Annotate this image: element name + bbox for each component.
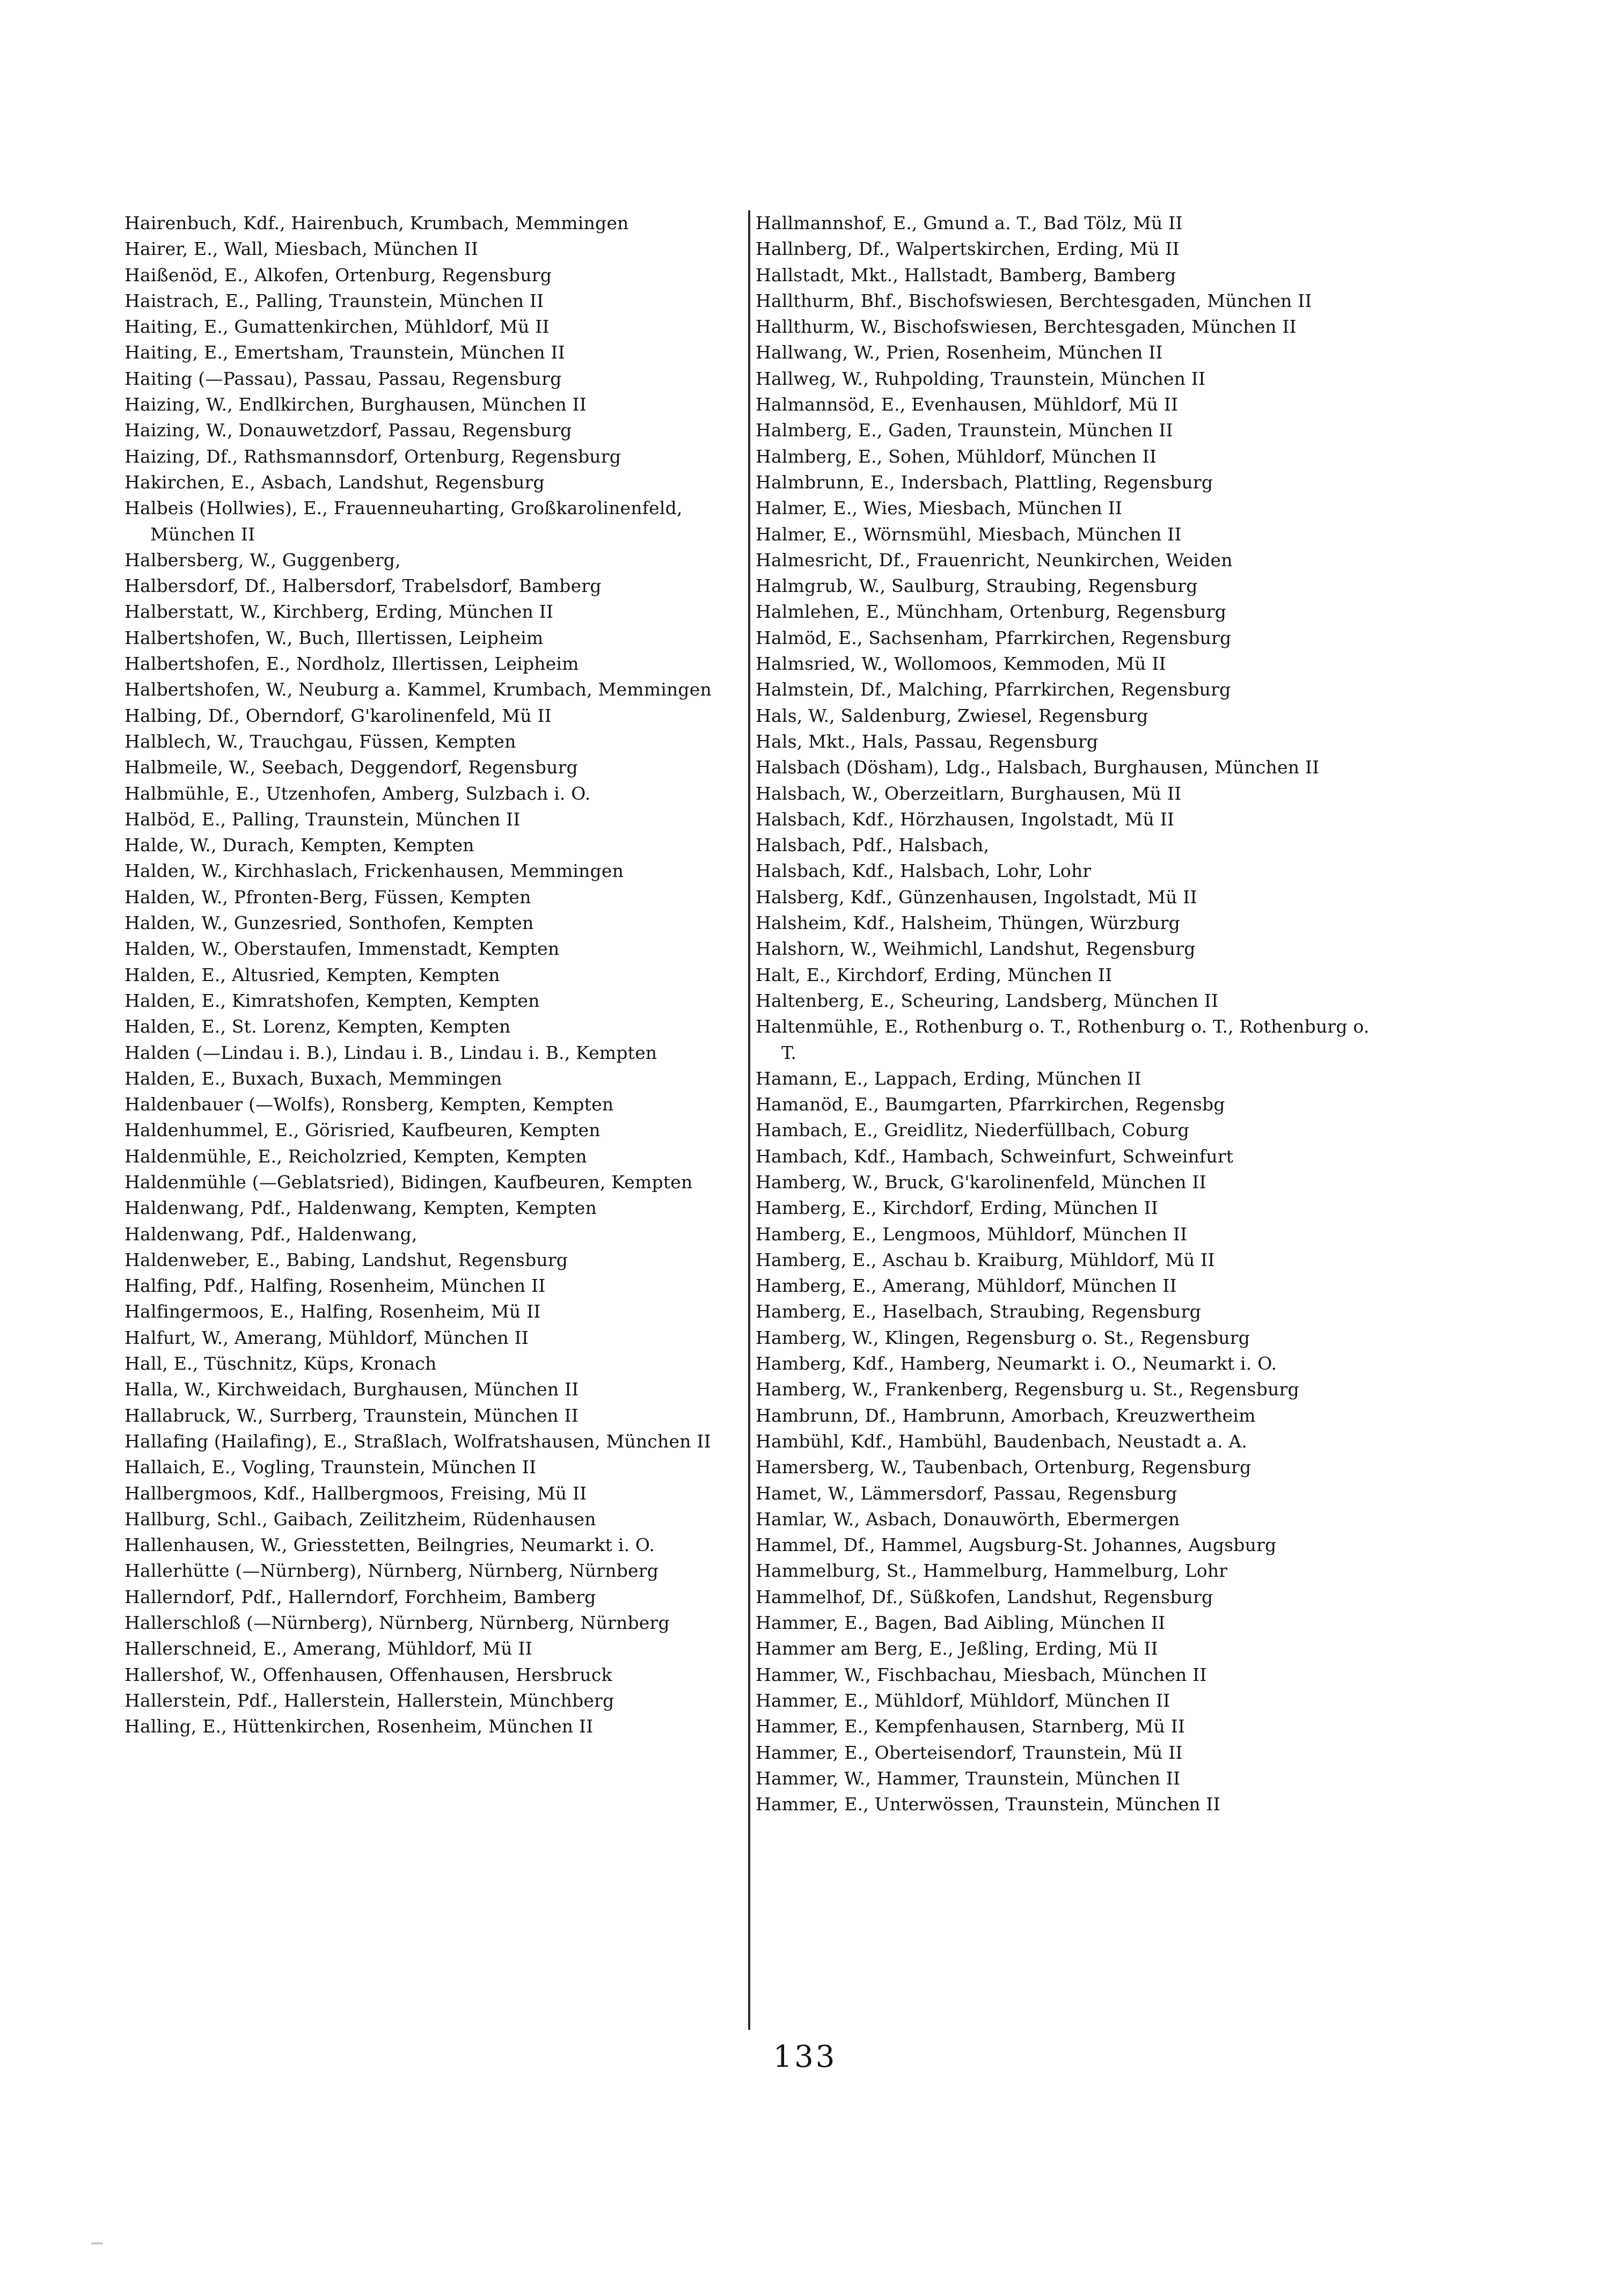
gazetteer-entry: Hallerstein, Pdf., Hallerstein, Hallerstein, Münchberg <box>125 1690 614 1711</box>
gazetteer-entry: Halbertshofen, W., Neuburg a. Kammel, Krumbach, Memmingen <box>125 679 712 700</box>
gazetteer-entry: Hamann, E., Lappach, Erding, München II <box>756 1067 1141 1089</box>
gazetteer-entry: Halbmeile, W., Seebach, Deggendorf, Regensburg <box>125 757 578 778</box>
gazetteer-entry: Hammer, E., Kempfenhausen, Starnberg, Mü II <box>756 1716 1185 1737</box>
gazetteer-entry: Hairer, E., Wall, Miesbach, München II <box>125 238 479 260</box>
gazetteer-entry: Hamberg, E., Lengmoos, Mühldorf, München II <box>756 1223 1188 1245</box>
gazetteer-entry: Halfurt, W., Amerang, Mühldorf, München II <box>125 1327 529 1348</box>
gazetteer-entry: Hals, Mkt., Hals, Passau, Regensburg <box>756 730 1099 752</box>
gazetteer-entry: Halbertshofen, W., Buch, Illertissen, Leipheim <box>125 627 544 648</box>
gazetteer-entry: Hamberg, E., Kirchdorf, Erding, München II <box>756 1197 1159 1219</box>
gazetteer-entry: Halbertshofen, E., Nordholz, Illertissen, Leipheim <box>125 653 579 675</box>
gazetteer-entry: Hallthurm, W., Bischofswiesen, Berchtesgaden, München II <box>756 316 1297 338</box>
gazetteer-entry: Halbersberg, W., Guggenberg, <box>125 549 401 571</box>
gazetteer-entry: Halmesricht, Df., Frauenricht, Neunkirchen, Weiden <box>756 549 1233 571</box>
gazetteer-entry: Haldenbauer (—Wolfs), Ronsberg, Kempten, Kempten <box>125 1094 614 1115</box>
gazetteer-entry: Hallerhütte (—Nürnberg), Nürnberg, Nürnberg, Nürnberg <box>125 1560 659 1582</box>
gazetteer-entry: Halsbach (Dösham), Ldg., Halsbach, Burghausen, München II <box>756 757 1320 778</box>
gazetteer-entry: Hambach, E., Greidlitz, Niederfüllbach, Coburg <box>756 1120 1189 1141</box>
gazetteer-entry: Halden (—Lindau i. B.), Lindau i. B., Lindau i. B., Kempten <box>125 1042 657 1063</box>
gazetteer-entry: Hallmannshof, E., Gmund a. T., Bad Tölz, Mü II <box>756 213 1183 233</box>
gazetteer-entry: Halden, E., Altusried, Kempten, Kempten <box>125 964 500 985</box>
gazetteer-entry: Halden, E., St. Lorenz, Kempten, Kempten <box>125 1016 511 1037</box>
right-column <box>756 210 1378 2024</box>
gazetteer-entry: Haldenmühle, E., Reicholzried, Kempten, Kempten <box>125 1145 587 1167</box>
gazetteer-entry: Hamlar, W., Asbach, Donauwörth, Ebermergen <box>756 1508 1180 1530</box>
gazetteer-entry: Halmer, E., Wörnsmühl, Miesbach, München II <box>756 523 1182 545</box>
gazetteer-entry: Hamanöd, E., Baumgarten, Pfarrkirchen, Regensbg <box>756 1094 1225 1115</box>
gazetteer-entry: Haiting, E., Gumattenkirchen, Mühldorf, Mü II <box>125 316 550 338</box>
gazetteer-entry: Hals, W., Saldenburg, Zwiesel, Regensburg <box>756 705 1148 726</box>
gazetteer-entry: Haizing, Df., Rathsmannsdorf, Ortenburg, Regensburg <box>125 445 621 467</box>
gazetteer-entry: Halmgrub, W., Saulburg, Straubing, Regensburg <box>756 575 1198 597</box>
gazetteer-entry: Halsheim, Kdf., Halsheim, Thüngen, Würzburg <box>756 912 1180 934</box>
gazetteer-entry: Halblech, W., Trauchgau, Füssen, Kempten <box>125 730 516 752</box>
gazetteer-entry: Halsbach, Kdf., Halsbach, Lohr, Lohr <box>756 860 1092 882</box>
gazetteer-entry: Halsbach, Kdf., Hörzhausen, Ingolstadt, Mü II <box>756 808 1175 830</box>
gazetteer-entry: Hallstadt, Mkt., Hallstadt, Bamberg, Bamberg <box>756 264 1176 286</box>
gazetteer-entry: Halberstatt, W., Kirchberg, Erding, München II <box>125 601 554 623</box>
gazetteer-entry: Halmberg, E., Sohen, Mühldorf, München II <box>756 445 1157 467</box>
gazetteer-entry: Haizing, W., Endlkirchen, Burghausen, München II <box>125 394 587 415</box>
gazetteer-entry: Hamet, W., Lämmersdorf, Passau, Regensburg <box>756 1482 1177 1504</box>
gazetteer-entry: Halböd, E., Palling, Traunstein, München II <box>125 808 521 830</box>
gazetteer-entry: Haißenöd, E., Alkofen, Ortenburg, Regensburg <box>125 264 552 286</box>
gazetteer-entry: Hallabruck, W., Surrberg, Traunstein, München II <box>125 1405 579 1426</box>
page-number: 133 <box>773 2039 837 2074</box>
gazetteer-entry: Haiting, E., Emertsham, Traunstein, München II <box>125 342 565 363</box>
gazetteer-entry: Haizing, W., Donauwetzdorf, Passau, Regensburg <box>125 420 572 441</box>
gazetteer-entry: Hallerschloß (—Nürnberg), Nürnberg, Nürnberg, Nürnberg <box>125 1612 670 1634</box>
gazetteer-entry: Hallbergmoos, Kdf., Hallbergmoos, Freising, Mü II <box>125 1482 587 1504</box>
gazetteer-entry: Halbing, Df., Oberndorf, G'karolinenfeld, Mü II <box>125 705 552 726</box>
gazetteer-entry: Hall, E., Tüschnitz, Küps, Kronach <box>125 1353 437 1374</box>
gazetteer-entry: Halsbach, W., Oberzeitlarn, Burghausen, Mü II <box>756 783 1182 804</box>
gazetteer-entry: Hallweg, W., Ruhpolding, Traunstein, München II <box>756 368 1206 389</box>
gazetteer-entry: Halden, W., Kirchhaslach, Frickenhausen, Memmingen <box>125 860 624 882</box>
gazetteer-entry: Haldenwang, Pdf., Haldenwang, <box>125 1223 418 1245</box>
gazetteer-entry: Hammer, E., Bagen, Bad Aibling, München II <box>756 1612 1166 1634</box>
gazetteer-entry: Haldenhummel, E., Görisried, Kaufbeuren, Kempten <box>125 1120 601 1141</box>
gazetteer-entry: Halden, W., Gunzesried, Sonthofen, Kempten <box>125 912 534 934</box>
gazetteer-entry: Halmberg, E., Gaden, Traunstein, München II <box>756 420 1173 441</box>
gazetteer-entry: Hallerndorf, Pdf., Hallerndorf, Forchheim, Bamberg <box>125 1586 596 1607</box>
gazetteer-entry: Hambach, Kdf., Hambach, Schweinfurt, Schweinfurt <box>756 1145 1234 1167</box>
gazetteer-entry: Halmbrunn, E., Indersbach, Plattling, Regensburg <box>756 471 1213 493</box>
gazetteer-entry: Halbeis (Hollwies), E., Frauenneuharting, Großkarolinenfeld, München II <box>125 498 683 545</box>
left-column <box>125 210 743 2024</box>
column-divider <box>748 210 750 2030</box>
gazetteer-entry: Halling, E., Hüttenkirchen, Rosenheim, München II <box>125 1716 594 1737</box>
gazetteer-entry: Hammer, E., Mühldorf, Mühldorf, München II <box>756 1690 1170 1711</box>
gazetteer-entry: Haltenmühle, E., Rothenburg o. T., Rothenburg o. T., Rothenburg o. T. <box>756 1016 1370 1063</box>
gazetteer-entry: Halden, W., Oberstaufen, Immenstadt, Kempten <box>125 938 560 960</box>
gazetteer-entry: Hammelhof, Df., Süßkofen, Landshut, Regensburg <box>756 1586 1213 1607</box>
gazetteer-entry: Halden, W., Pfronten-Berg, Füssen, Kempten <box>125 886 531 908</box>
gazetteer-entry: Halmannsöd, E., Evenhausen, Mühldorf, Mü II <box>756 394 1179 415</box>
gazetteer-entry: Hambühl, Kdf., Hambühl, Baudenbach, Neustadt a. A. <box>756 1430 1248 1452</box>
gazetteer-entry: Halbmühle, E., Utzenhofen, Amberg, Sulzbach i. O. <box>125 783 591 804</box>
gazetteer-entry: Halshorn, W., Weihmichl, Landshut, Regensburg <box>756 938 1196 960</box>
gazetteer-entry: Haldenwang, Pdf., Haldenwang, Kempten, Kempten <box>125 1197 597 1219</box>
gazetteer-entry: Hamberg, E., Haselbach, Straubing, Regensburg <box>756 1301 1201 1322</box>
gazetteer-entry: Halmer, E., Wies, Miesbach, München II <box>756 498 1123 519</box>
gazetteer-entry: Hallburg, Schl., Gaibach, Zeilitzheim, Rüdenhausen <box>125 1508 596 1530</box>
gazetteer-entry: Haistrach, E., Palling, Traunstein, München II <box>125 290 544 311</box>
gazetteer-entry: Halden, E., Kimratshofen, Kempten, Kempten <box>125 990 540 1011</box>
gazetteer-entry: Haldenmühle (—Geblatsried), Bidingen, Kaufbeuren, Kempten <box>125 1171 693 1193</box>
gazetteer-entry: Halfing, Pdf., Halfing, Rosenheim, München II <box>125 1275 546 1297</box>
gazetteer-entry: Hallnberg, Df., Walpertskirchen, Erding, Mü II <box>756 238 1180 260</box>
gazetteer-entry: Hamberg, E., Amerang, Mühldorf, München II <box>756 1275 1177 1297</box>
gazetteer-entry: Halden, E., Buxach, Buxach, Memmingen <box>125 1067 502 1089</box>
gazetteer-entry: Hammer, E., Unterwössen, Traunstein, München II <box>756 1794 1220 1815</box>
gazetteer-entry: Hamberg, W., Klingen, Regensburg o. St., Regensburg <box>756 1327 1250 1348</box>
gazetteer-entry: Hallerschneid, E., Amerang, Mühldorf, Mü II <box>125 1638 532 1659</box>
gazetteer-entry: Hammer, W., Hammer, Traunstein, München II <box>756 1767 1181 1789</box>
gazetteer-entry: Hammer, E., Oberteisendorf, Traunstein, Mü II <box>756 1742 1183 1763</box>
gazetteer-entry: Hallthurm, Bhf., Bischofswiesen, Berchtesgaden, München II <box>756 290 1312 311</box>
gazetteer-entry: Halmstein, Df., Malching, Pfarrkirchen, Regensburg <box>756 679 1231 700</box>
gazetteer-entry: Halbersdorf, Df., Halbersdorf, Trabelsdorf, Bamberg <box>125 575 602 597</box>
gazetteer-entry: Hallaich, E., Vogling, Traunstein, München II <box>125 1457 537 1478</box>
gazetteer-entry: Hallafing (Hailafing), E., Straßlach, Wolfratshausen, München II <box>125 1430 711 1452</box>
gazetteer-entry: Halt, E., Kirchdorf, Erding, München II <box>756 964 1113 985</box>
gazetteer-entry: Hamberg, Kdf., Hamberg, Neumarkt i. O., Neumarkt i. O. <box>756 1353 1277 1374</box>
gazetteer-entry: Haiting (—Passau), Passau, Passau, Regensburg <box>125 368 562 389</box>
gazetteer-entry: Halla, W., Kirchweidach, Burghausen, München II <box>125 1379 579 1400</box>
gazetteer-entry: Hallwang, W., Prien, Rosenheim, München II <box>756 342 1163 363</box>
gazetteer-entry: Hamberg, E., Aschau b. Kraiburg, Mühldorf, Mü II <box>756 1249 1215 1270</box>
gazetteer-entry: Hammel, Df., Hammel, Augsburg-St. Johannes, Augsburg <box>756 1534 1277 1556</box>
gazetteer-entry: Hallershof, W., Offenhausen, Offenhausen, Hersbruck <box>125 1664 612 1685</box>
gazetteer-entry: Hallenhausen, W., Griesstetten, Beilngries, Neumarkt i. O. <box>125 1534 655 1556</box>
gazetteer-entry: Halsbach, Pdf., Halsbach, <box>756 835 990 856</box>
gazetteer-entry: Hammelburg, St., Hammelburg, Hammelburg, Lohr <box>756 1560 1228 1582</box>
gazetteer-entry: Hammer am Berg, E., Jeßling, Erding, Mü II <box>756 1638 1158 1659</box>
gazetteer-entry: Halmlehen, E., Münchham, Ortenburg, Regensburg <box>756 601 1227 623</box>
scan-mark <box>91 2242 103 2244</box>
gazetteer-entry: Halmöd, E., Sachsenham, Pfarrkirchen, Regensburg <box>756 627 1232 648</box>
gazetteer-entry: Hairenbuch, Kdf., Hairenbuch, Krumbach, Memmingen <box>125 213 629 233</box>
gazetteer-entry: Hamersberg, W., Taubenbach, Ortenburg, Regensburg <box>756 1457 1252 1478</box>
gazetteer-entry: Hambrunn, Df., Hambrunn, Amorbach, Kreuzwertheim <box>756 1405 1256 1426</box>
gazetteer-entry: Hammer, W., Fischbachau, Miesbach, München II <box>756 1664 1207 1685</box>
gazetteer-entry: Hamberg, W., Bruck, G'karolinenfeld, München II <box>756 1171 1206 1193</box>
gazetteer-entry: Hamberg, W., Frankenberg, Regensburg u. St., Regensburg <box>756 1379 1299 1400</box>
gazetteer-entry: Hakirchen, E., Asbach, Landshut, Regensburg <box>125 471 545 493</box>
gazetteer-entry: Halmsried, W., Wollomoos, Kemmoden, Mü II <box>756 653 1166 675</box>
gazetteer-entry: Halfingermoos, E., Halfing, Rosenheim, Mü II <box>125 1301 541 1322</box>
gazetteer-entry: Halde, W., Durach, Kempten, Kempten <box>125 835 474 856</box>
gazetteer-entry: Haltenberg, E., Scheuring, Landsberg, München II <box>756 990 1219 1011</box>
gazetteer-entry: Halsberg, Kdf., Günzenhausen, Ingolstadt, Mü II <box>756 886 1197 908</box>
gazetteer-entry: Haldenweber, E., Babing, Landshut, Regensburg <box>125 1249 568 1270</box>
